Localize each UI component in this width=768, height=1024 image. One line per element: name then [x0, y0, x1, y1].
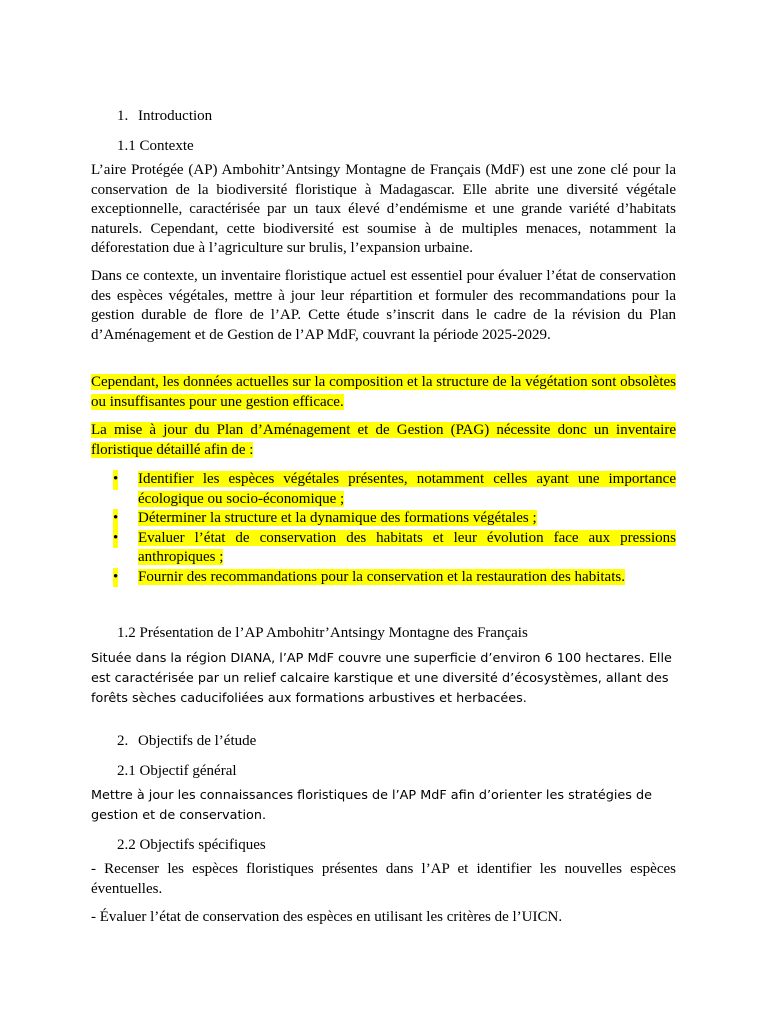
bullet-dot-icon: • — [113, 568, 118, 588]
bullet-text: Déterminer la structure et la dynamique des formations végétales ; — [138, 510, 537, 526]
presentation-paragraph: Située dans la région DIANA, l’AP MdF couvre une superficie d’environ 6 100 hectares. Elle est caractérisée par un relief calcaire karstique et une diversité d’écosystèmes, allant des forêts sèches caducifoliées aux formations arbustives et herbacées. — [91, 651, 672, 706]
bullet-item — [91, 470, 676, 509]
specific-objective-item: - Évaluer l’état de conservation des espèces en utilisant les critères de l’UICN. — [91, 909, 563, 925]
section-1-number: 1. — [117, 108, 129, 124]
subsection-1-2-heading: 1.2 Présentation de l’AP Ambohitr’Antsingy Montagne des Français — [117, 625, 528, 641]
bullet-item — [91, 529, 676, 568]
bullet-dot-icon: • — [113, 470, 118, 490]
subsection-1-1-heading: 1.1 Contexte — [117, 138, 194, 154]
bullet-text: Evaluer l’état de conservation des habitats et leur évolution face aux pressions anthropiques ; — [138, 529, 676, 565]
section-2-heading — [117, 732, 256, 752]
bullet-item — [91, 568, 676, 588]
section-2-number: 2. — [117, 733, 129, 749]
highlighted-paragraph-2 — [91, 421, 676, 460]
highlight-text: Cependant, les données actuelles sur la composition et la structure de la végétation sont obsolètes ou insuffisantes pour une gestion efficace. — [91, 374, 676, 410]
context-paragraph-1: L’aire Protégée (AP) Ambohitr’Antsingy Montagne de Français (MdF) est une zone clé pour la conservation de la biodiversité floristique à Madagascar. Elle abrite une diversité végétale exceptionnelle, caractérisée par un taux élevé d’endémisme et une grande variété d’habitats naturels. Cependant, cette biodiversité est soumise à de multiples menaces, notamment la déforestation due à l’agriculture sur brulis, l’expansion urbaine. — [91, 162, 676, 256]
highlighted-paragraph-1 — [91, 373, 676, 412]
bullet-text: Fournir des recommandations pour la conservation et la restauration des habitats. — [138, 568, 625, 585]
section-1-heading — [117, 107, 212, 127]
bullet-dot-icon: • — [113, 509, 118, 529]
bullet-text: Identifier les espèces végétales présentes, notamment celles ayant une importance écologique ou socio-économique ; — [138, 471, 676, 507]
section-1-title: Introduction — [138, 108, 213, 124]
general-objective-paragraph: Mettre à jour les connaissances floristiques de l’AP MdF afin d’orienter les stratégies de gestion et de conservation. — [91, 788, 653, 823]
bullet-item — [91, 509, 676, 529]
context-paragraph-2: Dans ce contexte, un inventaire floristique actuel est essentiel pour évaluer l’état de conservation des espèces végétales, mettre à jour leur répartition et formuler des recommandations pour la gestion durable de flore de l’AP. Cette étude s’inscrit dans le cadre de la révision du Plan d’Aménagement et de Gestion de l’AP MdF, couvrant la période 2025-2029. — [91, 268, 676, 343]
bullet-dot-icon: • — [113, 529, 118, 549]
specific-objective-item: - Recenser les espèces floristiques présentes dans l’AP et identifier les nouvelles espèces éventuelles. — [91, 861, 676, 897]
highlight-text: La mise à jour du Plan d’Aménagement et de Gestion (PAG) nécessite donc un inventaire floristique détaillé afin de : — [91, 422, 676, 458]
objectives-bullet-list — [91, 470, 676, 587]
subsection-2-1-heading: 2.1 Objectif général — [117, 763, 237, 779]
subsection-2-2-heading: 2.2 Objectifs spécifiques — [117, 837, 266, 853]
section-2-title: Objectifs de l’étude — [138, 733, 257, 749]
